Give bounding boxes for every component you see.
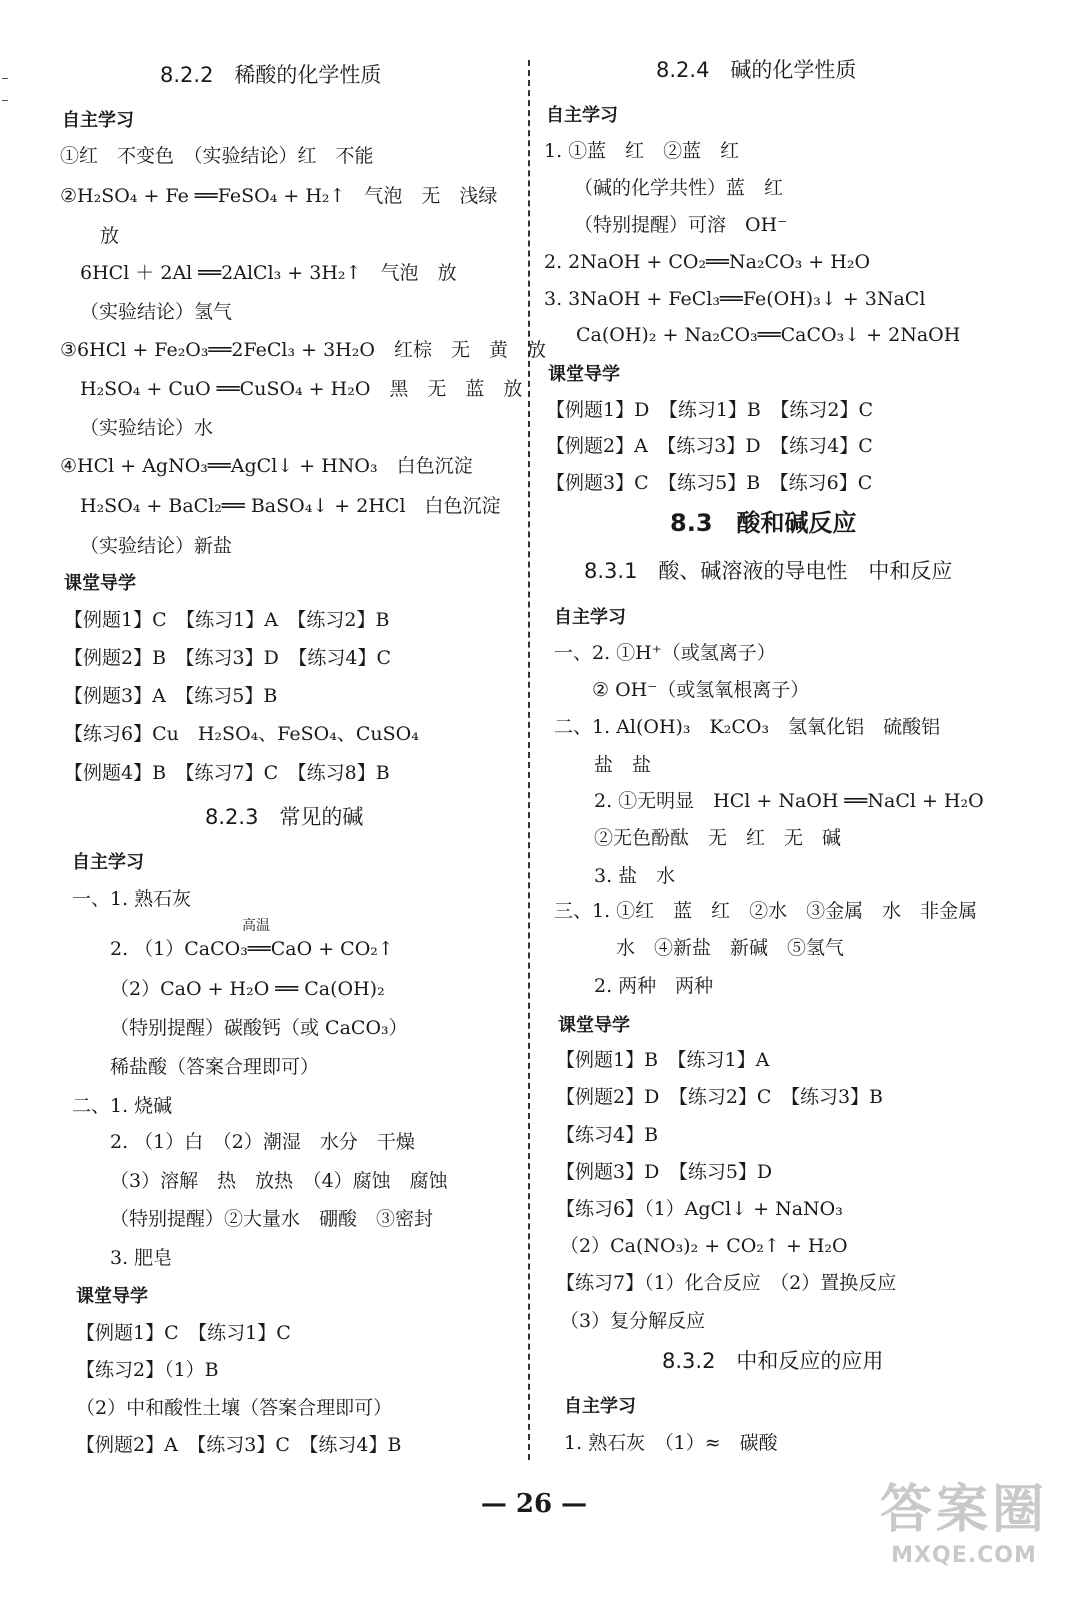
subsection-label: 课堂导学 — [548, 364, 620, 385]
subsection-label: 自主学习 — [554, 607, 626, 628]
section-title-8-2-2: 8.2.2 稀酸的化学性质 — [160, 63, 382, 87]
answer-line: 一、2. ①H⁺（或氢离子） — [554, 642, 776, 664]
answer-line: 2. （1）白 （2）潮湿 水分 干燥 — [110, 1131, 415, 1153]
subsection-label: 自主学习 — [72, 852, 144, 873]
answer-line: 【练习4】B — [556, 1124, 659, 1146]
answer-line: 【例题1】B 【练习1】A — [556, 1049, 770, 1071]
answer-line: （3）复分解反应 — [560, 1310, 706, 1332]
answer-line: （特别提醒）②大量水 硼酸 ③密封 — [110, 1208, 434, 1230]
answer-line: ③6HCl + Fe₂O₃══2FeCl₃ + 3H₂O 红棕 无 黄 放 — [60, 339, 546, 361]
watermark-url: MXQE.COM — [891, 1543, 1037, 1568]
answer-line: 1. ①蓝 红 ②蓝 红 — [544, 140, 740, 162]
answer-line: 放 — [100, 225, 120, 247]
subsection-label: 课堂导学 — [76, 1286, 148, 1307]
answer-line: （2）中和酸性土壤（答案合理即可） — [76, 1397, 393, 1419]
answer-line: 盐 盐 — [594, 754, 652, 776]
answer-line: 【练习6】（1）AgCl↓ + NaNO₃ — [556, 1198, 843, 1220]
answer-line: ④HCl + AgNO₃══AgCl↓ + HNO₃ 白色沉淀 — [60, 455, 473, 477]
answer-line: （实验结论）水 — [80, 417, 214, 439]
section-title-8-3-2: 8.3.2 中和反应的应用 — [662, 1349, 884, 1373]
answer-line: Ca(OH)₂ + Na₂CO₃══CaCO₃↓ + 2NaOH — [576, 324, 961, 346]
subsection-label: 自主学习 — [564, 1396, 636, 1417]
answer-line: 2. ①无明显 HCl + NaOH ══NaCl + H₂O — [594, 790, 984, 812]
answer-line: 3. 3NaOH + FeCl₃══Fe(OH)₃↓ + 3NaCl — [544, 288, 926, 310]
answer-line: 水 ④新盐 新碱 ⑤氢气 — [616, 937, 845, 959]
answer-line: 【例题1】C 【练习1】A 【练习2】B — [64, 609, 390, 631]
answer-line: 【例题3】C 【练习5】B 【练习6】C — [546, 472, 873, 494]
answer-line: 【练习6】Cu H₂SO₄、FeSO₄、CuSO₄ — [64, 723, 419, 745]
section-title-8-2-4: 8.2.4 碱的化学性质 — [656, 58, 857, 82]
answer-line: 1. 熟石灰 （1）≈ 碳酸 — [564, 1432, 778, 1454]
answer-line: 二、1. 烧碱 — [72, 1095, 173, 1117]
answer-line: 2. 两种 两种 — [594, 975, 714, 997]
answer-line: 一、1. 熟石灰 — [72, 888, 192, 910]
answer-line: 【例题2】A 【练习3】C 【练习4】B — [76, 1434, 402, 1456]
answer-line: ② OH⁻（或氢氧根离子） — [592, 679, 810, 701]
edge-mark — [2, 100, 8, 101]
answer-line: 【例题1】C 【练习1】C — [76, 1322, 291, 1344]
answer-line: 【例题2】D 【练习2】C 【练习3】B — [556, 1086, 883, 1108]
answer-line: （2）Ca(NO₃)₂ + CO₂↑ + H₂O — [560, 1235, 848, 1257]
answer-line: H₂SO₄ + BaCl₂══ BaSO₄↓ + 2HCl 白色沉淀 — [80, 495, 501, 517]
answer-line: （2）CaO + H₂O ══ Ca(OH)₂ — [110, 978, 385, 1000]
edge-mark — [2, 78, 8, 79]
answer-line: 【练习7】（1）化合反应 （2）置换反应 — [556, 1272, 897, 1294]
answer-line: （实验结论）新盐 — [80, 535, 233, 557]
answer-line: （碱的化学共性）蓝 红 — [574, 177, 784, 199]
answer-line: 二、1. Al(OH)₃ K₂CO₃ 氢氧化铝 硫酸铝 — [554, 716, 941, 738]
answer-line: ②H₂SO₄ + Fe ══FeSO₄ + H₂↑ 气泡 无 浅绿 — [60, 185, 498, 207]
answer-line: 【例题3】D 【练习5】D — [556, 1161, 773, 1183]
answer-line: ②无色酚酞 无 红 无 碱 — [594, 827, 842, 849]
page-number: — 26 — — [480, 1489, 588, 1519]
answer-line: H₂SO₄ + CuO ══CuSO₄ + H₂O 黑 无 蓝 放 — [80, 378, 523, 400]
answer-line: （特别提醒）碳酸钙（或 CaCO₃） — [110, 1017, 408, 1039]
reaction-condition: 高温 — [242, 918, 270, 934]
answer-line: （3）溶解 热 放热 （4）腐蚀 腐蚀 — [110, 1170, 448, 1192]
answer-line: （实验结论）氢气 — [80, 301, 233, 323]
watermark-logo — [874, 1478, 1054, 1583]
subsection-label: 自主学习 — [546, 105, 618, 126]
answer-line: 【例题2】A 【练习3】D 【练习4】C — [546, 435, 873, 457]
answer-line: 【例题3】A 【练习5】B — [64, 685, 278, 707]
subsection-label: 课堂导学 — [558, 1015, 630, 1036]
answer-line: 3. 盐 水 — [594, 865, 676, 887]
watermark-text: 答案圈 — [879, 1480, 1048, 1540]
answer-line: 【例题4】B 【练习7】C 【练习8】B — [64, 762, 390, 784]
answer-line: 三、1. ①红 蓝 红 ②水 ③金属 水 非金属 — [554, 900, 978, 922]
subsection-label: 自主学习 — [62, 110, 134, 131]
section-title-8-3-1: 8.3.1 酸、碱溶液的导电性 中和反应 — [584, 559, 953, 583]
answer-line: 【例题2】B 【练习3】D 【练习4】C — [64, 647, 391, 669]
answer-line: 3. 肥皂 — [110, 1247, 173, 1269]
column-divider — [528, 60, 530, 1460]
answer-line: 6HCl ＋ 2Al ══2AlCl₃ + 3H₂↑ 气泡 放 — [80, 262, 457, 284]
answer-line: 【练习2】（1）B — [76, 1359, 219, 1381]
answer-line: 稀盐酸（答案合理即可） — [110, 1056, 320, 1078]
section-title-8-2-3: 8.2.3 常见的碱 — [205, 805, 364, 829]
answer-line: ①红 不变色 （实验结论）红 不能 — [60, 145, 374, 167]
answer-line: 2. （1）CaCO₃══CaO + CO₂↑ — [110, 938, 394, 960]
subsection-label: 课堂导学 — [64, 573, 136, 594]
answer-line: （特别提醒）可溶 OH⁻ — [574, 214, 788, 236]
section-title-8-3: 8.3 酸和碱反应 — [670, 509, 857, 537]
answer-line: 2. 2NaOH + CO₂══Na₂CO₃ + H₂O — [544, 251, 871, 273]
answer-line: 【例题1】D 【练习1】B 【练习2】C — [546, 399, 873, 421]
